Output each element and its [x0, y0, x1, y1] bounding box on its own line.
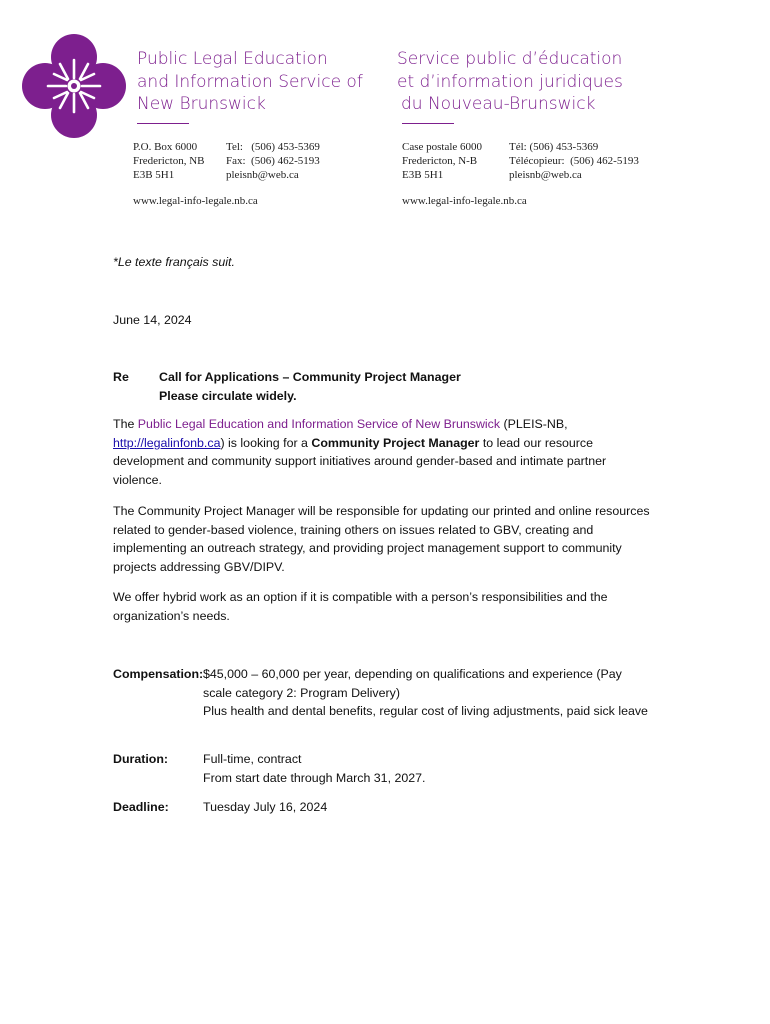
- address-line: E3B 5H1: [402, 169, 444, 181]
- deadline-value: Tuesday July 16, 2024: [203, 800, 328, 814]
- org-name-link[interactable]: Public Legal Education and Information Service of New Brunswick: [137, 417, 501, 431]
- phone-fr: Tél: (506) 453-5369: [509, 141, 599, 153]
- compensation-line: $45,000 – 60,000 per year, depending on qualifications and experience (Pay scale category 2: Program Delivery): [203, 667, 622, 700]
- paragraph-hybrid: We offer hybrid work as an option if it is compatible with a person’s responsibilities and the organization’s needs.: [113, 590, 608, 623]
- org-divider-en: [137, 123, 189, 124]
- duration-label-text: Duration:: [113, 752, 169, 766]
- paragraph-responsibilities: The Community Project Manager will be responsible for updating our printed and online resources related to gender-based violence, training others on issues related to GBV, creating and implementing an outreach strategy, and providing project management support to community projects addressing GBV/DIPV.: [113, 504, 650, 575]
- duration-value: [203, 750, 653, 787]
- org-name-french: [397, 48, 623, 116]
- p1-open: (PLEIS-NB,: [500, 417, 568, 431]
- re-label: [113, 368, 129, 387]
- re-label-text: Re: [113, 370, 129, 384]
- contact-fr: [509, 140, 639, 182]
- website-link[interactable]: http://legalinfonb.ca: [113, 435, 221, 450]
- fax-fr: Télécopieur: (506) 462-5193: [509, 155, 639, 167]
- deadline-label: [113, 798, 169, 817]
- address-line: Fredericton, NB: [133, 155, 205, 167]
- flower-logo-icon: [22, 34, 126, 138]
- address-line: P.O. Box 6000: [133, 141, 198, 153]
- org-divider-fr: [402, 123, 454, 124]
- address-fr: [402, 140, 482, 182]
- re-circulate: Please circulate widely.: [159, 388, 297, 403]
- duration-line: Full-time, contract: [203, 752, 302, 766]
- phone-en: Tel: (506) 453-5369: [226, 141, 320, 153]
- org-name-fr-line: et d’information juridiques: [397, 71, 623, 92]
- paragraph-intro: [113, 415, 658, 490]
- address-line: E3B 5H1: [133, 169, 175, 181]
- fax-en: Fax: (506) 462-5193: [226, 155, 320, 167]
- org-name-en-line: Public Legal Education: [137, 49, 328, 69]
- address-en: [133, 140, 204, 182]
- address-line: Case postale 6000: [402, 141, 483, 153]
- compensation-value: [203, 665, 653, 721]
- compensation-line: Plus health and dental benefits, regular cost of living adjustments, paid sick leave: [203, 704, 648, 719]
- p1-prefix: The: [113, 417, 138, 431]
- letter-date: June 14, 2024: [113, 313, 192, 327]
- org-name-fr-line: Service public d’éducation: [397, 49, 623, 69]
- deadline-label-text: Deadline:: [113, 800, 169, 814]
- duration-label: [113, 750, 168, 769]
- org-name-fr-line: du Nouveau-Brunswick: [401, 94, 596, 114]
- org-name-en-line: and Information Service of: [137, 71, 363, 92]
- re-subject-block: [159, 368, 461, 405]
- role-name: Community Project Manager: [311, 435, 480, 450]
- duration-line: From start date through March 31, 2027.: [203, 770, 426, 785]
- website-en[interactable]: www.legal-info-legale.nb.ca: [133, 195, 258, 207]
- address-line: Fredericton, N-B: [402, 155, 478, 167]
- compensation-label: [113, 665, 203, 684]
- contact-en: [226, 140, 320, 182]
- website-fr[interactable]: www.legal-info-legale.nb.ca: [402, 195, 527, 207]
- org-name-en-line: New Brunswick: [137, 94, 266, 114]
- compensation-label-text: Compensation:: [113, 667, 204, 681]
- french-note: *Le texte français suit.: [113, 255, 235, 269]
- p1-rest: to lead our resource development and community support initiatives around gender-based and intimate partner violence.: [113, 435, 607, 488]
- org-name-english: [137, 48, 363, 116]
- p1-mid: ) is looking for a: [220, 435, 312, 450]
- re-subject: Call for Applications – Community Project Manager: [159, 370, 461, 384]
- email-en[interactable]: pleisnb@web.ca: [226, 169, 299, 181]
- email-fr[interactable]: pleisnb@web.ca: [509, 169, 582, 181]
